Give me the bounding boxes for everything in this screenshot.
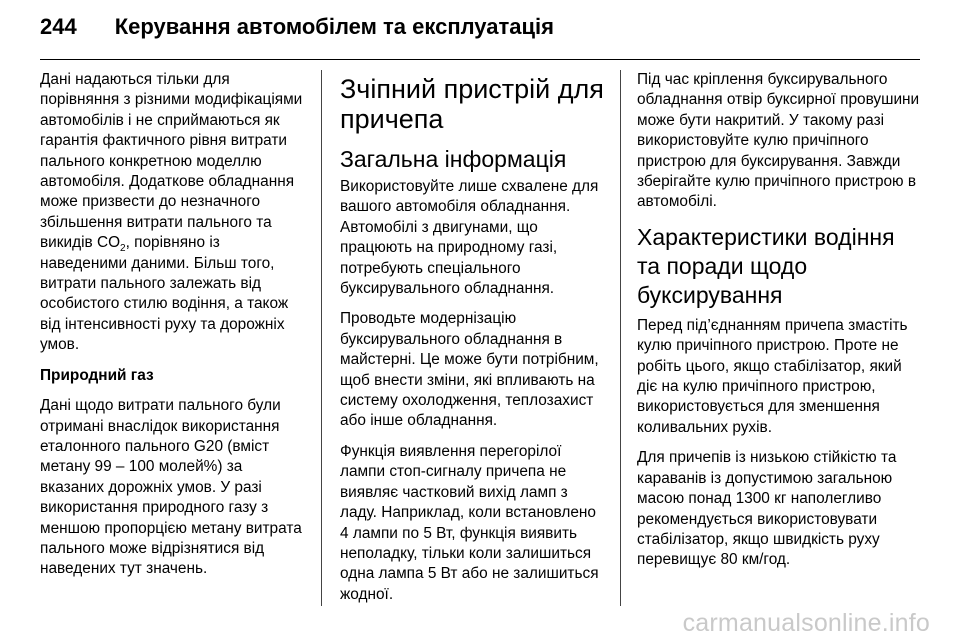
towing-eye-paragraph: Під час кріплення буксирувального обладнання отвір буксирної провушини може бути накритий. У такому разі використовуйте кулю причіпного пристрою для буксирування. Завжди зберігайте кулю причіпного пристрою в автомобілі.: [637, 71, 920, 211]
watermark: carmanualsonline.info: [682, 609, 930, 637]
lamp-detection-paragraph: Функція виявлення перегорілої лампи стоп-сигналу причепа не виявляє частковий вихід ламп з ладу. Наприклад, коли встановлено 4 лампи по 5 Вт, функція виявить неполадку, тільки коли залишиться одна лампа 5 Вт або не залишиться жодної.: [340, 442, 599, 603]
header-rule: [40, 59, 920, 60]
natural-gas-subheading: Природний газ: [40, 366, 154, 384]
towing-section-heading: Зчіпний пристрій для причепа: [340, 74, 604, 134]
driving-tips-heading: Характеристики водіння та поради щодо буксирування: [637, 223, 895, 308]
equipment-paragraph: Використовуйте лише схвалене для вашого автомобіля обладнання. Автомобілі з двигунами, що працюють на природному газі, потребують спеціального буксирувального обладнання.: [340, 178, 599, 298]
natural-gas-paragraph: Дані щодо витрати пального були отримані внаслідок використання еталонного пального G20 (вміст метану 99 – 100 молей%) за вказаних дорожніх умов. У разі використання природного газу з меншою пропорцією метану витрата пального може відрізнятися від наведених тут значень.: [40, 397, 302, 578]
consumption-note-paragraph: Дані надаються тільки для порівняння з різними модифікаціями автомобілів і не сприймаються як гарантія фактичного рівня витрати пального конкретною моделлю автомобіля. Додаткове обладнання може призвести до незначного збільшення витрати пального та викидів $CO_2$, порівняно із наведеними даними. Більш того, витрати пального залежать від особистого стилю водіння, а також від інтенсивності руху та дорожніх умов.: [40, 71, 303, 354]
page-title: Керування автомобілем та експлуатація: [114, 14, 554, 39]
page-number: 244: [40, 14, 77, 39]
modernization-paragraph: Проводьте модернізацію буксирувального обладнання в майстерні. Це може бути потрібним, щоб внести зміни, які впливають на систему охолодження, теплозахист або інше обладнання.: [340, 310, 599, 430]
column-3: [637, 70, 920, 581]
column-2: [340, 70, 608, 615]
stabilizer-paragraph: Для причепів із низькою стійкістю та караванів із допустимою загальною масою понад 1300 кг наполегливо рекомендується використовувати стабілізатор, якщо швидкість руху перевищує 80 км/год.: [637, 449, 897, 569]
column-1: [40, 70, 308, 590]
column-divider-2: [620, 70, 621, 606]
lubricate-ball-paragraph: Перед під’єднанням причепа змастіть кулю причіпного пристрою. Проте не робіть цього, якщо стабілізатор, який діє на кулю причіпного пристрою, використовується для зменшення коливальних рухів.: [637, 316, 908, 436]
general-info-heading: Загальна інформація: [340, 146, 567, 172]
co2-subscript: 2: [120, 243, 126, 255]
column-divider-1: [321, 70, 322, 606]
page-header: [40, 14, 920, 50]
